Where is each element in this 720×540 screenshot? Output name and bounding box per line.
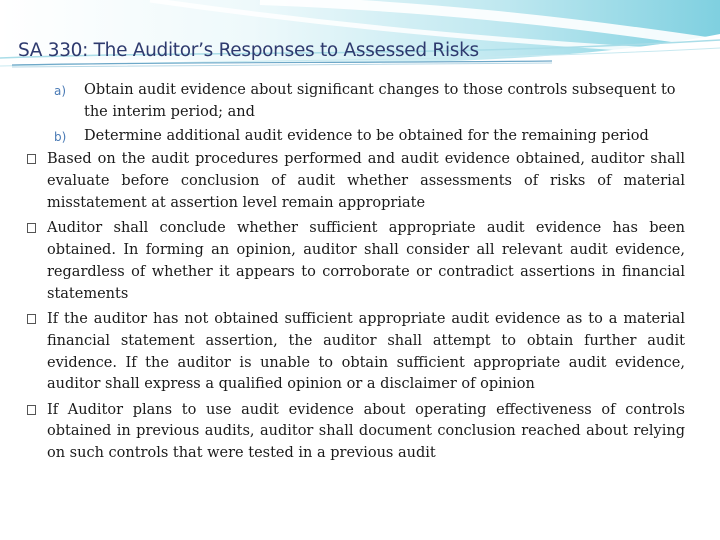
list-marker: a) — [54, 84, 67, 98]
list-item — [30, 126, 685, 148]
bullet-item — [30, 400, 685, 465]
list-item-text: Determine additional audit evidence to be obtained for the remaining period — [84, 127, 649, 144]
bullet-item — [30, 149, 685, 214]
list-marker: b) — [54, 129, 67, 144]
checkbox-bullet-icon — [27, 405, 36, 415]
page-title: SA 330: The Auditor’s Responses to Assessed Risks — [18, 40, 479, 61]
bullet-text: If the auditor has not obtained sufficient appropriate audit evidence as to a material financial statement assertion, the auditor shall attempt to obtain further audit evidence. If the auditor is unable to obtain sufficient appropriate audit evidence, auditor shall express a qualified opinion or a disclaimer of opinion — [47, 310, 685, 393]
bullet-item — [30, 218, 685, 305]
checkbox-bullet-icon — [27, 223, 36, 233]
bullet-item — [30, 309, 685, 396]
bullet-text: Based on the audit procedures performed and audit evidence obtained, auditor shall evaluate before conclusion of audit whether assessments of risks of material misstatement at assertion level remain appropriate — [47, 151, 685, 211]
checkbox-bullet-icon — [27, 314, 36, 324]
bullet-text: Auditor shall conclude whether sufficient appropriate audit evidence has been obtained. In forming an opinion, auditor shall consider all relevant audit evidence, regardless of whether it appears to corroborate or contradict assertions in financial statements — [47, 220, 685, 302]
checkbox-bullet-icon — [27, 154, 36, 164]
list-item-text: Obtain audit evidence about significant changes to those controls subsequent to the interim period; and — [84, 82, 676, 120]
bullet-text: If Auditor plans to use audit evidence about operating effectiveness of controls obtained in previous audits, auditor shall document conclusion reached about relying on such controls that were tested in a previous audit — [47, 401, 685, 462]
title-underline — [12, 60, 552, 68]
slide-content — [30, 80, 685, 469]
list-item — [30, 80, 685, 124]
